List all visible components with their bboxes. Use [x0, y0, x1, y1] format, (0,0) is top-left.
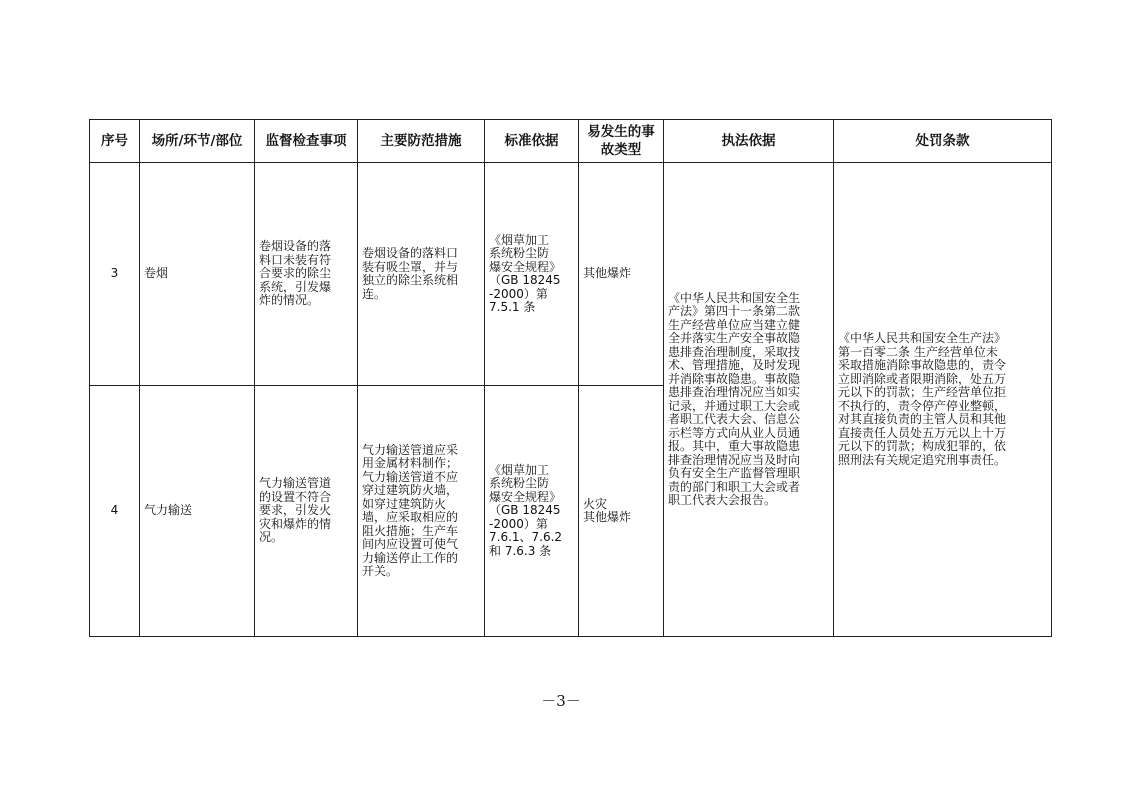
- inspection-table: [89, 119, 1052, 637]
- table-row: [90, 163, 1052, 386]
- table-header-row: [90, 120, 1052, 163]
- header-law: 执法依据: [664, 120, 834, 163]
- header-no: 序号: [90, 120, 140, 163]
- row-standard: 《烟草加工 系统粉尘防 爆安全规程》 （GB 18245 -2000）第 7.5.1 条: [485, 163, 579, 386]
- row-standard: 《烟草加工 系统粉尘防 爆安全规程》 （GB 18245 -2000）第 7.6.1、7.6.2 和 7.6.3 条: [485, 386, 579, 637]
- header-measure: 主要防范措施: [358, 120, 485, 163]
- header-item: 监督检查事项: [255, 120, 358, 163]
- row-inspection-item: 气力输送管道 的设置不符合 要求，引发火 灾和爆炸的情 况。: [255, 386, 358, 637]
- row-accident-type: 火灾 其他爆炸: [579, 386, 664, 637]
- row-place: 气力输送: [140, 386, 255, 637]
- row-measure: 气力输送管道应采 用金属材料制作； 气力输送管道不应 穿过建筑防火墙， 如穿过建筑防火 墙，应采取相应的 阻火措施；生产车 间内应设置可使气 力输送停止工作的 开关。: [358, 386, 485, 637]
- penalty-cell: 《中华人民共和国安全生产法》 第一百零二条 生产经营单位未 采取措施消除事故隐患的，责令 立即消除或者限期消除，处五万 元以下的罚款；生产经营单位拒 不执行的，责令停产停业整顿， 对其直接负责的主管人员和其他 直接责任人员处五万元以上十万 元以下的罚款；构成犯罪的，依 照刑法有关规定追究刑事责任。: [834, 163, 1052, 637]
- row-number: 3: [90, 163, 140, 386]
- header-accident: 易发生的事 故类型: [579, 120, 664, 163]
- header-place: 场所/环节/部位: [140, 120, 255, 163]
- header-standard: 标准依据: [485, 120, 579, 163]
- row-measure: 卷烟设备的落料口 装有吸尘罩，并与 独立的除尘系统相 连。: [358, 163, 485, 386]
- row-inspection-item: 卷烟设备的落 料口未装有符 合要求的除尘 系统，引发爆 炸的情况。: [255, 163, 358, 386]
- row-accident-type: 其他爆炸: [579, 163, 664, 386]
- header-penalty: 处罚条款: [834, 120, 1052, 163]
- law-basis-cell: 《中华人民共和国安全生 产法》第四十一条第二款 生产经营单位应当建立健 全并落实生产安全事故隐 患排查治理制度，采取技 术、管理措施，及时发现 并消除事故隐患。事故隐 患排查治理情况应当如实 记录，并通过职工大会或 者职工代表大会、信息公 示栏等方式向从业人员通 报。其中，重大事故隐患 排查治理情况应当及时向 负有安全生产监督管理职 责的部门和职工大会或者 职工代表大会报告。: [664, 163, 834, 637]
- row-number: 4: [90, 386, 140, 637]
- row-place: 卷烟: [140, 163, 255, 386]
- page-number: －3－: [541, 692, 581, 710]
